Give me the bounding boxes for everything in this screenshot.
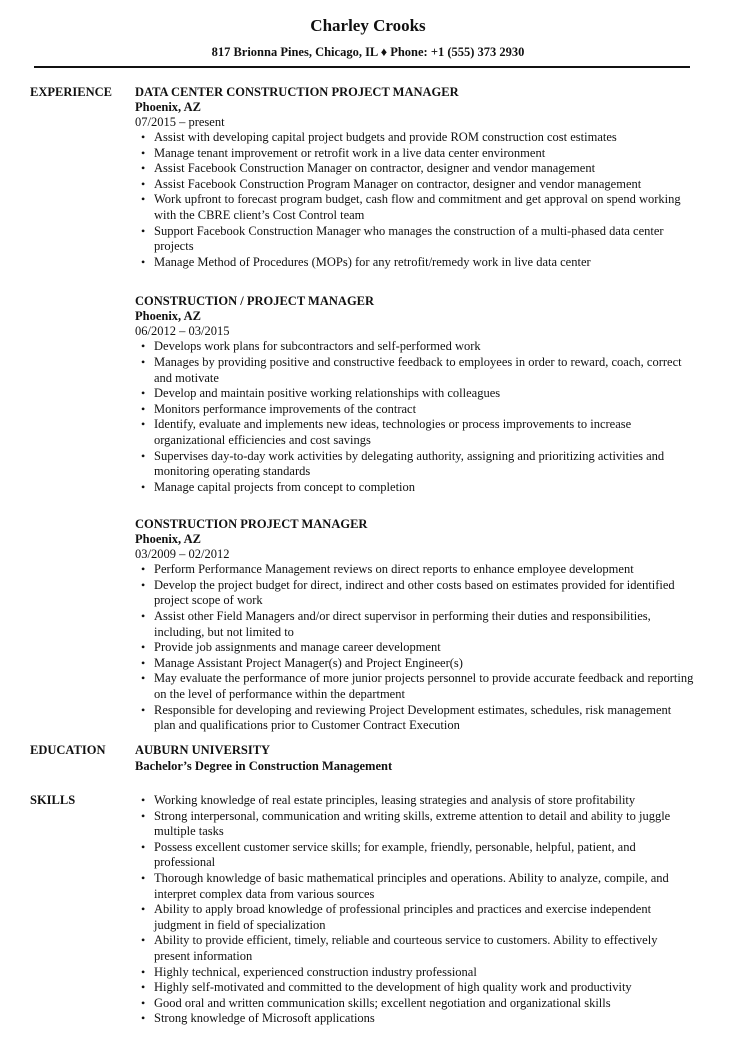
bullet-item: • Supervises day-to-day work activities by delegating authority, assigning and prioritizing activities and monitoring operating standards xyxy=(135,449,695,480)
job-title: DATA CENTER CONSTRUCTION PROJECT MANAGER xyxy=(135,85,459,99)
bullet-item: • Monitors performance improvements of the contract xyxy=(135,402,695,418)
section-label-education: EDUCATION xyxy=(30,743,106,757)
bullet-item: • Work upfront to forecast program budget, cash flow and commitment and get approval on spend working with the CBRE client’s Cost Control team xyxy=(135,192,695,223)
school-name: AUBURN UNIVERSITY xyxy=(135,743,271,757)
skill-item: • Working knowledge of real estate principles, leasing strategies and analysis of store profitability xyxy=(135,793,695,809)
job-entry xyxy=(135,85,695,270)
degree-name: Bachelor’s Degree in Construction Management xyxy=(135,759,393,773)
job-bullets xyxy=(135,562,695,734)
bullet-item: • Manage tenant improvement or retrofit work in a live data center environment xyxy=(135,146,695,162)
experience-body xyxy=(135,85,695,734)
bullet-item: • Responsible for developing and reviewing Project Development estimates, schedules, risk management plan and qualifications prior to Customer Contract Execution xyxy=(135,703,695,734)
bullet-item: • May evaluate the performance of more junior projects personnel to provide accurate feedback and reporting on the level of performance within the department xyxy=(135,671,695,702)
bullet-item: • Identify, evaluate and implements new ideas, technologies or process improvements to increase organizational efficiencies and cost savings xyxy=(135,417,695,448)
bullet-item: • Develop the project budget for direct, indirect and other costs based on estimates provided for identified project scope of work xyxy=(135,578,695,609)
job-location: Phoenix, AZ xyxy=(135,309,201,324)
bullet-item: • Manage capital projects from concept to completion xyxy=(135,480,695,496)
job-location: Phoenix, AZ xyxy=(135,100,201,114)
job-bullets xyxy=(135,339,695,495)
job-location: Phoenix, AZ xyxy=(135,532,201,547)
bullet-item: • Develops work plans for subcontractors and self-performed work xyxy=(135,339,695,355)
bullet-item: • Assist other Field Managers and/or direct supervisor in performing their duties and responsibilities, including, but not limited to xyxy=(135,609,695,640)
skill-item: • Strong knowledge of Microsoft applications xyxy=(135,1011,695,1027)
education-body xyxy=(135,743,695,774)
skill-item: • Possess excellent customer service skills; for example, friendly, personable, helpful, patient, and professional xyxy=(135,840,695,871)
skills-body xyxy=(135,793,695,1027)
skill-item: • Thorough knowledge of basic mathematical principles and operations. Ability to analyze, compile, and interpret complex data from various sources xyxy=(135,871,695,902)
bullet-item: • Support Facebook Construction Manager who manages the construction of a multi-phased data center projects xyxy=(135,224,695,255)
resume-header xyxy=(0,0,736,60)
job-title: CONSTRUCTION / PROJECT MANAGER xyxy=(135,294,375,309)
skill-item: • Highly technical, experienced construction industry professional xyxy=(135,965,695,981)
section-label-skills: SKILLS xyxy=(30,793,76,807)
bullet-item: • Assist with developing capital project budgets and provide ROM construction cost estimates xyxy=(135,130,695,146)
job-entry xyxy=(135,294,695,495)
bullet-item: • Manages by providing positive and constructive feedback to employees in order to reward, coach, correct and motivate xyxy=(135,355,695,386)
skill-item: • Highly self-motivated and committed to the development of high quality work and productivity xyxy=(135,980,695,996)
bullet-item: • Assist Facebook Construction Manager on contractor, designer and vendor management xyxy=(135,161,695,177)
header-divider xyxy=(34,66,690,68)
skill-item: • Good oral and written communication skills; excellent negotiation and organizational skills xyxy=(135,996,695,1012)
bullet-item: • Manage Method of Procedures (MOPs) for any retrofit/remedy work in live data center xyxy=(135,255,695,271)
bullet-item: • Assist Facebook Construction Program Manager on contractor, designer and vendor management xyxy=(135,177,695,193)
bullet-item: • Perform Performance Management reviews on direct reports to enhance employee development xyxy=(135,562,695,578)
bullet-item: • Manage Assistant Project Manager(s) and Project Engineer(s) xyxy=(135,656,695,672)
job-entry xyxy=(135,517,695,734)
bullet-item: • Develop and maintain positive working relationships with colleagues xyxy=(135,386,695,402)
skill-item: • Strong interpersonal, communication and writing skills, extreme attention to detail and ability to juggle multiple tasks xyxy=(135,809,695,840)
contact-line: 817 Brionna Pines, Chicago, IL ♦ Phone: +1 (555) 373 2930 xyxy=(211,45,525,59)
skill-item: • Ability to provide efficient, timely, reliable and courteous service to customers. Ability to effectively present information xyxy=(135,933,695,964)
job-bullets xyxy=(135,130,695,270)
job-dates: 03/2009 – 02/2012 xyxy=(135,547,230,562)
job-dates: 06/2012 – 03/2015 xyxy=(135,324,230,339)
skills-list xyxy=(135,793,695,1027)
job-title: CONSTRUCTION PROJECT MANAGER xyxy=(135,517,368,532)
candidate-name: Charley Crooks xyxy=(310,16,426,35)
job-dates: 07/2015 – present xyxy=(135,115,225,129)
skill-item: • Ability to apply broad knowledge of professional principles and practices and exercise independent judgment in field of specialization xyxy=(135,902,695,933)
bullet-item: • Provide job assignments and manage career development xyxy=(135,640,695,656)
section-label-experience: EXPERIENCE xyxy=(30,85,112,99)
